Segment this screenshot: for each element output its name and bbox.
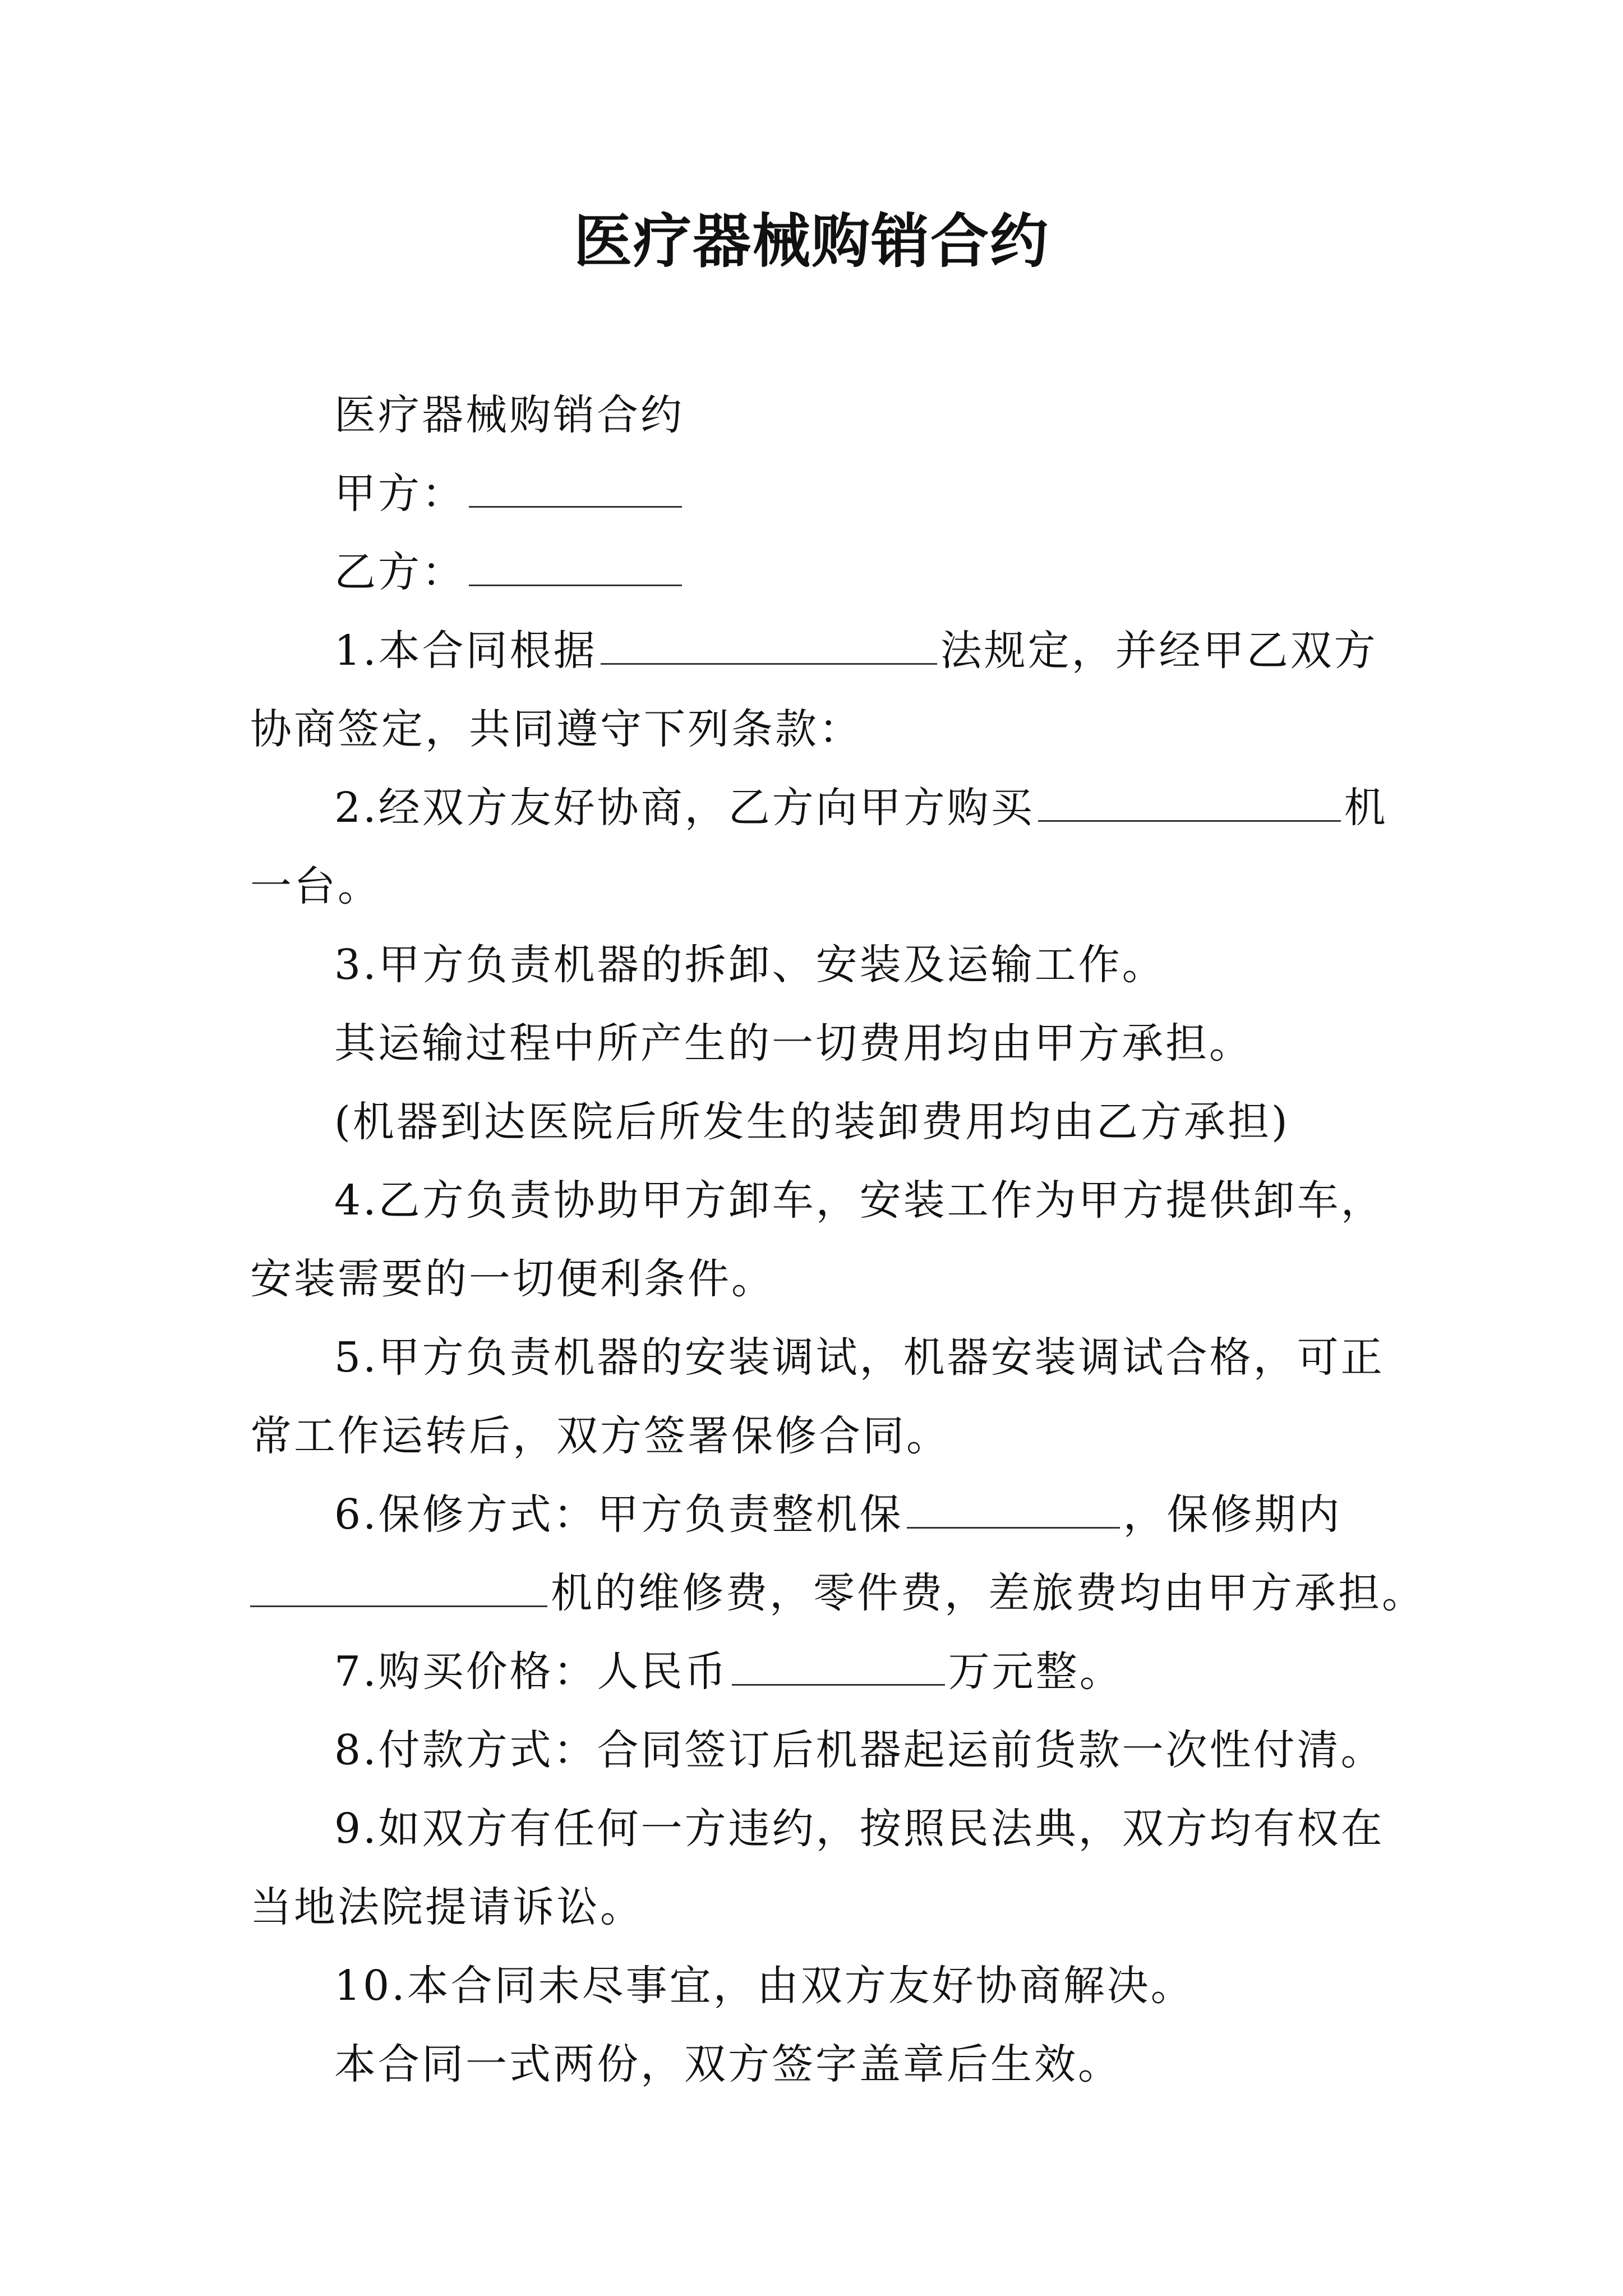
clause-6-cont	[250, 1565, 1426, 1621]
clause-3-cont: 其运输过程中所产生的一切费用均由甲方承担。	[334, 1019, 1253, 1068]
clause-5-cont: 常工作运转后，双方签署保修合同。	[250, 1412, 950, 1460]
clause-6-line	[334, 1487, 1342, 1543]
clause-9-cont: 当地法院提请诉讼。	[250, 1883, 644, 1931]
clause-2-cont: 一台。	[250, 862, 381, 910]
clause-2-text-b: 机	[1344, 784, 1388, 832]
party-a-line	[334, 466, 685, 522]
clause-2-text-a: 2.经双方友好协商，乙方向甲方购买	[334, 784, 1035, 832]
clause-1-text-b: 法规定，并经甲乙双方	[940, 627, 1378, 675]
warranty-period-blank	[250, 1566, 547, 1607]
machine-blank	[1038, 781, 1341, 822]
document-title: 医疗器械购销合约	[573, 207, 1049, 275]
closing-line: 本合同一式两份，双方签字盖章后生效。	[334, 2040, 1122, 2088]
clause-10-line: 10.本合同未尽事宜，由双方友好协商解决。	[334, 1962, 1195, 2010]
party-b-label: 乙方：	[334, 548, 465, 596]
warranty-blank	[907, 1488, 1120, 1529]
clause-6-text-b: ，保修期内	[1123, 1490, 1342, 1539]
doc-subtitle: 医疗器械购销合约	[334, 391, 684, 439]
clause-1-line	[334, 623, 1378, 679]
party-a-label: 甲方：	[334, 470, 465, 518]
clause-8-line: 8.付款方式：合同签订后机器起运前货款一次性付清。	[334, 1726, 1385, 1774]
clause-4-cont: 安装需要的一切便利条件。	[250, 1255, 775, 1303]
clause-7-text-a: 7.购买价格：人民币	[334, 1648, 728, 1696]
price-blank	[732, 1645, 945, 1686]
clause-3-line: 3.甲方负责机器的拆卸、安装及运输工作。	[334, 941, 1166, 989]
clause-1-cont: 协商签定，共同遵守下列条款：	[250, 705, 863, 753]
law-blank	[601, 624, 937, 665]
party-b-blank	[469, 545, 682, 586]
clause-7-text-b: 万元整。	[948, 1648, 1123, 1696]
clause-5-line: 5.甲方负责机器的安装调试，机器安装调试合格，可正	[334, 1333, 1385, 1382]
party-b-line	[334, 544, 685, 600]
clause-9-line: 9.如双方有任何一方违约，按照民法典，双方均有权在	[334, 1805, 1385, 1853]
clause-3-note: (机器到达医院后所发生的装卸费用均由乙方承担)	[334, 1098, 1290, 1146]
clause-6-text-a: 6.保修方式：甲方负责整机保	[334, 1490, 903, 1539]
clause-1-text-a: 1.本合同根据	[334, 627, 597, 675]
clause-2-line	[334, 780, 1388, 836]
party-a-blank	[469, 467, 682, 508]
clause-7-line	[334, 1644, 1123, 1700]
clause-6-cont-text: 机的维修费，零件费，差旅费均由甲方承担。	[551, 1569, 1426, 1617]
clause-4-line: 4.乙方负责协助甲方卸车，安装工作为甲方提供卸车，	[334, 1176, 1385, 1225]
